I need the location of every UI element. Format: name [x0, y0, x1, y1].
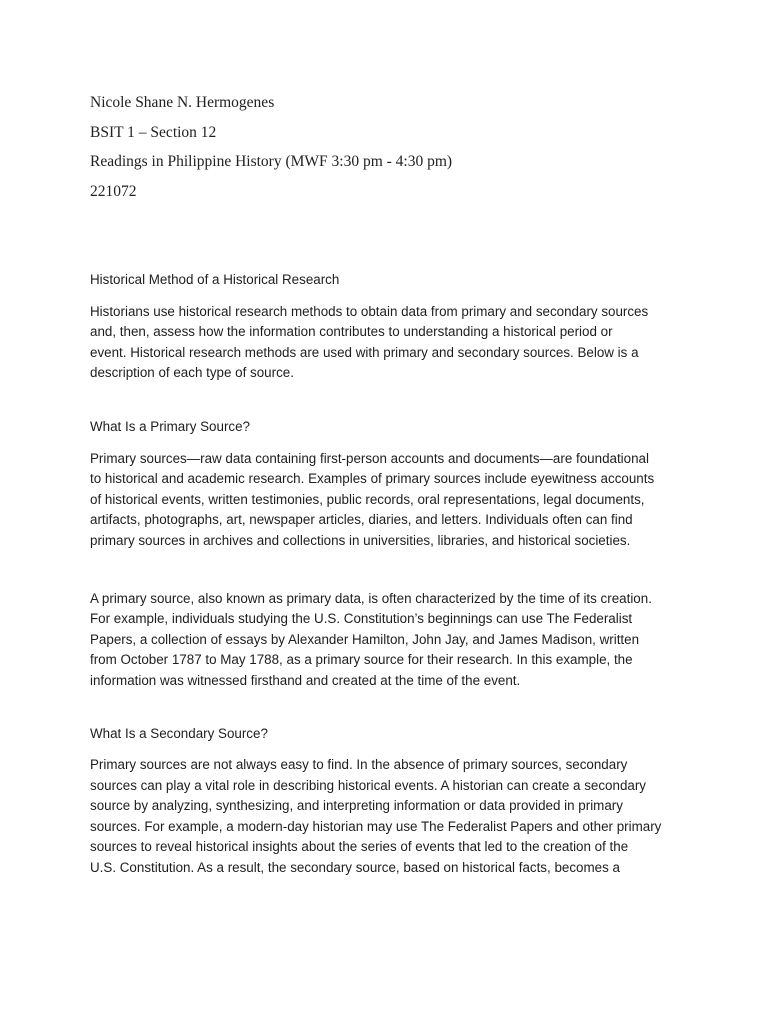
- text-line: information was witnessed firsthand and created at the time of the event.: [90, 672, 521, 688]
- text-line: Historians use historical research methods to obtain data from primary and secondary sources: [90, 303, 649, 319]
- text-line: artifacts, photographs, art, newspaper articles, diaries, and letters. Individuals often can find: [90, 512, 633, 528]
- author-name: Nicole Shane N. Hermogenes: [90, 94, 275, 111]
- text-line: Primary sources—raw data containing first-person accounts and documents—are foundational: [90, 450, 649, 466]
- text-line: from October 1787 to May 1788, as a primary source for their research. In this example, the: [90, 652, 633, 668]
- text-line: and, then, assess how the information contributes to understanding a historical period or: [90, 324, 613, 340]
- course-section: BSIT 1 – Section 12: [90, 123, 217, 141]
- course-title: Readings in Philippine History (MWF 3:30 pm - 4:30 pm): [90, 153, 453, 170]
- paragraph: [90, 302, 680, 384]
- text-line: of historical events, written testimonies, public records, oral representations, legal documents,: [90, 491, 645, 507]
- paragraph: [90, 449, 680, 552]
- text-line: Papers, a collection of essays by Alexander Hamilton, John Jay, and James Madison, written: [90, 631, 640, 647]
- text-line: Primary sources are not always easy to find. In the absence of primary sources, secondary: [90, 757, 628, 773]
- section-heading: What Is a Primary Source?: [90, 418, 250, 434]
- text-line: sources. For example, a modern-day historian may use The Federalist Papers and other primary: [90, 818, 662, 834]
- text-line: primary sources in archives and collections in universities, libraries, and historical societies.: [90, 532, 631, 548]
- text-line: U.S. Constitution. As a result, the secondary source, based on historical facts, becomes a: [90, 860, 620, 876]
- paragraph: [90, 755, 680, 879]
- text-line: event. Historical research methods are used with primary and secondary sources. Below is a: [90, 344, 639, 360]
- text-line: sources can play a vital role in describing historical events. A historian can create a secondary: [90, 777, 647, 793]
- section-heading: Historical Method of a Historical Research: [90, 272, 340, 287]
- text-line: description of each type of source.: [90, 365, 294, 381]
- text-line: sources to reveal historical insights about the series of events that led to the creation of the: [90, 839, 629, 855]
- paragraph: [90, 589, 680, 692]
- document-body: [90, 270, 680, 879]
- text-line: A primary source, also known as primary data, is often characterized by the time of its creation.: [90, 590, 652, 606]
- text-line: to historical and academic research. Examples of primary sources include eyewitness accounts: [90, 471, 655, 487]
- document-header: [90, 92, 452, 210]
- text-line: source by analyzing, synthesizing, and interpreting information or data provided in primary: [90, 798, 623, 814]
- section-heading: What Is a Secondary Source?: [90, 725, 268, 741]
- text-line: For example, individuals studying the U.S. Constitution’s beginnings can use The Federalist: [90, 611, 633, 627]
- student-number: 221072: [90, 182, 137, 200]
